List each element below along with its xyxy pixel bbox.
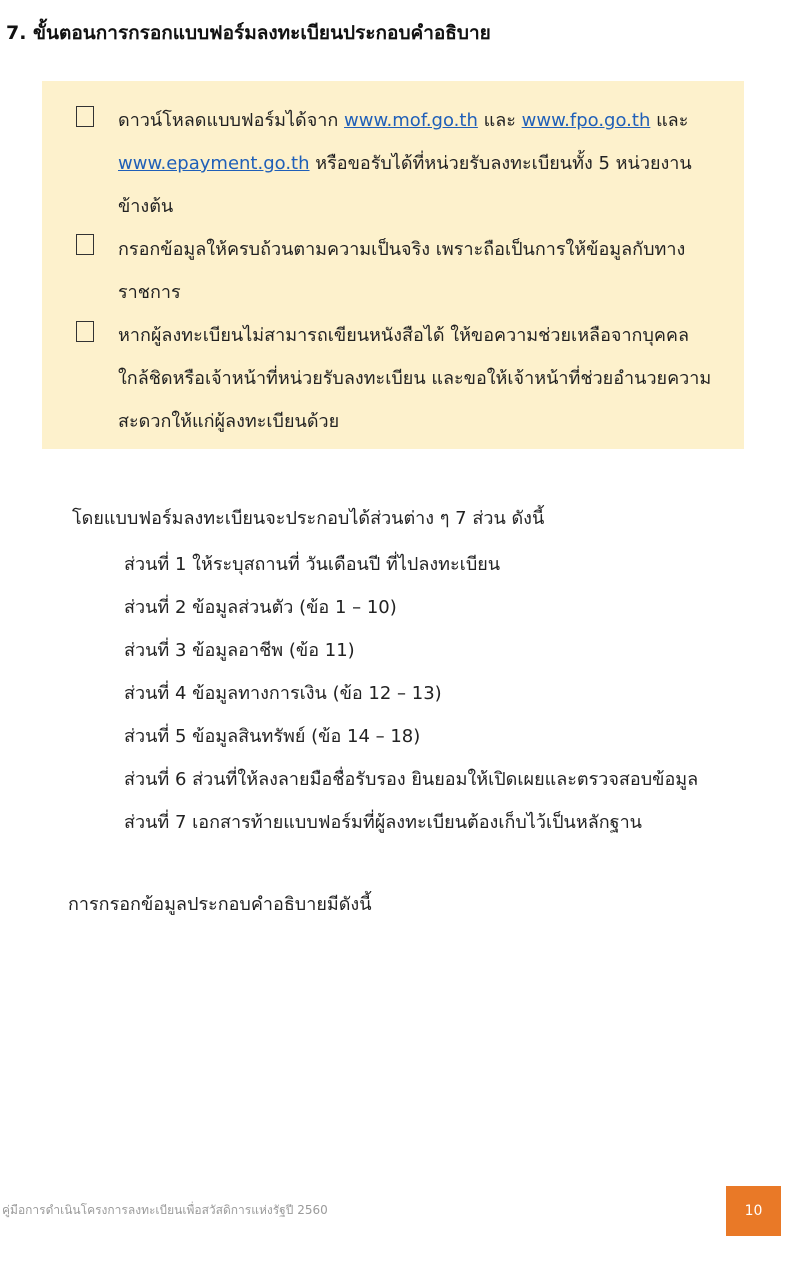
item1-text-part: หรือขอรับได้ที่หน่วยรับลงทะเบียนทั้ง 5 หน่วยงานข้างต้น (118, 153, 692, 217)
list-item: ส่วนที่ 4 ข้อมูลทางการเงิน (ข้อ 12 – 13) (124, 683, 442, 704)
item1-text-part: และ (650, 110, 689, 131)
page-number-badge: 10 (726, 1186, 781, 1236)
parts-intro: โดยแบบฟอร์มลงทะเบียนจะประกอบได้ส่วนต่าง ๆ 7 ส่วน ดังนี้ (72, 508, 545, 529)
checkbox-icon[interactable] (76, 106, 94, 127)
parts-list (124, 543, 698, 844)
checklist-item-1-text (118, 99, 718, 228)
link-fpo[interactable]: www.fpo.go.th (521, 110, 651, 131)
list-item: ส่วนที่ 7 เอกสารท้ายแบบฟอร์มที่ผู้ลงทะเบียนต้องเก็บไว้เป็นหลักฐาน (124, 812, 642, 833)
checkbox-icon[interactable] (76, 321, 94, 342)
link-epayment[interactable]: www.epayment.go.th (118, 153, 310, 174)
list-item: ส่วนที่ 5 ข้อมูลสินทรัพย์ (ข้อ 14 – 18) (124, 726, 421, 747)
list-item: ส่วนที่ 6 ส่วนที่ให้ลงลายมือชื่อรับรอง ยินยอมให้เปิดเผยและตรวจสอบข้อมูล (124, 769, 699, 790)
list-item: ส่วนที่ 3 ข้อมูลอาชีพ (ข้อ 11) (124, 640, 355, 661)
list-item: ส่วนที่ 2 ข้อมูลส่วนตัว (ข้อ 1 – 10) (124, 597, 397, 618)
item1-text-part: ดาวน์โหลดแบบฟอร์มได้จาก (118, 110, 345, 131)
checklist-item-2-text: กรอกข้อมูลให้ครบถ้วนตามความเป็นจริง เพราะถือเป็นการให้ข้อมูลกับทางราชการ (118, 239, 686, 303)
list-item: ส่วนที่ 1 ให้ระบุสถานที่ วันเดือนปี ที่ไปลงทะเบียน (124, 554, 501, 575)
item1-text-part: และ (477, 110, 522, 131)
link-mof[interactable]: www.mof.go.th (344, 110, 478, 131)
instructions-box (42, 81, 744, 449)
closing-text: การกรอกข้อมูลประกอบคำอธิบายมีดังนี้ (68, 894, 372, 915)
checkbox-icon[interactable] (76, 234, 94, 255)
checklist-item-3-text: หากผู้ลงทะเบียนไม่สามารถเขียนหนังสือได้ ให้ขอความช่วยเหลือจากบุคคลใกล้ชิดหรือเจ้าหน้าที่หน่วยรับลงทะเบียน และขอให้เจ้าหน้าที่ช่วยอำนวยความสะดวกให้แก่ผู้ลงทะเบียนด้วย (118, 325, 712, 432)
section-heading: 7. ขั้นตอนการกรอกแบบฟอร์มลงทะเบียนประกอบคำอธิบาย (6, 22, 491, 44)
footer-title: คู่มือการดำเนินโครงการลงทะเบียนเพื่อสวัสดิการแห่งรัฐปี 2560 (2, 1203, 328, 1217)
